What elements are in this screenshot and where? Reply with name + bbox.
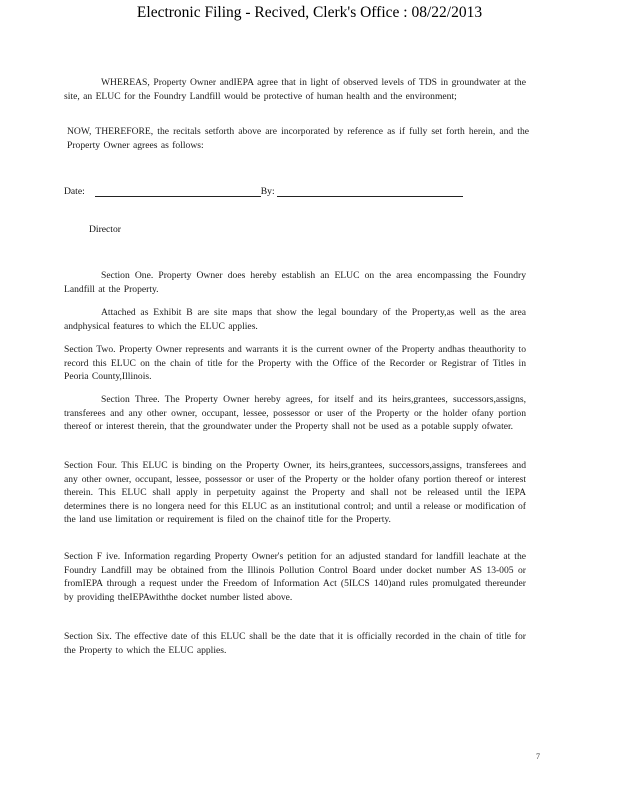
section-three-paragraph: Section Three. The Property Owner hereby agrees, for itself and its heirs,grantees, successors,assigns, transferees and any other owner, occupant, lessee, possessor or user of the Property or the holder ofany portion thereof or interest therein, that the groundwater under the Property shall not be used as a potable supply ofwater. <box>64 394 526 433</box>
now-therefore-paragraph: NOW, THEREFORE, the recitals setforth above are incorporated by reference as if fully set forth herein, and the Property Owner agrees as follows: <box>67 126 529 151</box>
section-six-paragraph: Section Six. The effective date of this ELUC shall be the date that it is officially recorded in the chain of title for the Property to which the ELUC applies. <box>64 631 526 656</box>
whereas-paragraph: WHEREAS, Property Owner andIEPA agree that in light of observed levels of TDS in groundwater at the site, an ELUC for the Foundry Landfill would be protective of human health and the environment; <box>64 77 526 102</box>
signature-block <box>64 185 534 197</box>
signer-title: Director <box>89 224 121 235</box>
page-number: 7 <box>536 752 540 761</box>
by-label: By: <box>260 186 275 197</box>
by-line <box>277 185 463 197</box>
section-two-paragraph: Section Two. Property Owner represents and warrants it is the current owner of the Property andhas theauthority to record this ELUC on the chain of title for the Property with the Office of the Recorder or Registrar of Titles in Peoria County,Illinois. <box>64 344 526 383</box>
date-label: Date: <box>64 186 85 197</box>
filing-stamp-header: Electronic Filing - Recived, Clerk's Office : 08/22/2013 <box>136 4 483 21</box>
date-line <box>95 185 261 197</box>
attached-exhibit-paragraph: Attached as Exhibit B are site maps that show the legal boundary of the Property,as well as the area andphysical features to which the ELUC applies. <box>64 307 526 332</box>
section-five-paragraph: Section F ive. Information regarding Property Owner's petition for an adjusted standard for landfill leachate at the Foundry Landfill may be obtained from the Illinois Pollution Control Board under docket number AS 13-005 or fromIEPA through a request under the Freedom of Information Act (5ILCS 140)and rules promulgated thereunder by providing theIEPAwiththe docket number listed above. <box>64 551 526 603</box>
section-four-paragraph: Section Four. This ELUC is binding on the Property Owner, its heirs,grantees, successors,assigns, transferees and any other owner, occupant, lessee, possessor or user of the Property or the holder ofany portion thereof or interest therein. This ELUC shall apply in perpetuity against the Property and shall not be released until the IEPA determines there is no longera need for this ELUC as an institutional control; and until a release or modification of the land use limitation or requirement is filed on the chainof title for the Property. <box>64 460 526 526</box>
section-one-paragraph: Section One. Property Owner does hereby establish an ELUC on the area encompassing the Foundry Landfill at the Property. <box>64 270 526 295</box>
